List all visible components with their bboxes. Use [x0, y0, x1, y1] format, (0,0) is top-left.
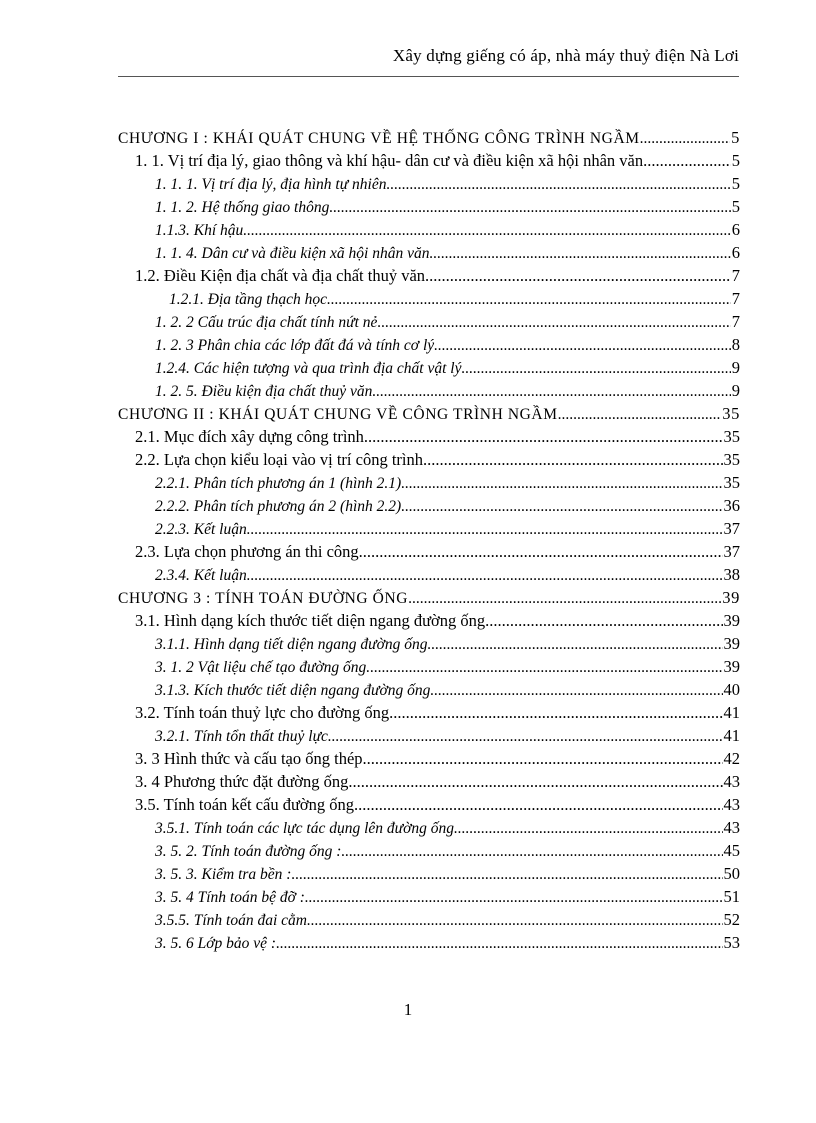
toc-entry-page: 38 — [723, 565, 740, 584]
toc-dot-leader — [489, 609, 722, 632]
toc-entry-label: 1. 1. 1. Vị trí địa lý, địa hình tự nhiên — [155, 176, 387, 193]
toc-subsection-entry[interactable] — [118, 908, 740, 931]
toc-dot-leader — [438, 334, 731, 357]
toc-section-entry[interactable] — [118, 448, 740, 471]
toc-entry-label: CHƯƠNG 3 : TÍNH TOÁN ĐƯỜNG ỐNG — [118, 590, 409, 607]
toc-entry-label: 1.2.4. Các hiện tượng và qua trình địa chất vật lý — [155, 360, 462, 377]
toc-dot-leader — [247, 518, 723, 541]
table-of-contents — [118, 126, 740, 954]
toc-entry-label: 1.2.1. Địa tầng thạch học — [169, 291, 327, 308]
toc-subsection-entry[interactable] — [118, 885, 740, 908]
toc-entry-page: 43 — [723, 772, 740, 791]
toc-entry-label: 2.1. Mục đích xây dựng công trình — [135, 427, 364, 446]
toc-entry-label: 1. 1. 4. Dân cư và điều kiện xã hội nhân văn — [155, 245, 430, 262]
toc-dot-leader — [461, 357, 730, 380]
toc-entry-page: 36 — [723, 496, 740, 515]
toc-entry-label: CHƯƠNG I : KHÁI QUÁT CHUNG VỀ HỆ THỐNG CÔNG TRÌNH NGẦM — [118, 130, 640, 147]
toc-entry-label: 2.2.2. Phân tích phương án 2 (hình 2.2) — [155, 498, 402, 515]
toc-section-entry[interactable] — [118, 701, 740, 724]
toc-entry-page: 39 — [723, 634, 740, 653]
toc-entry-page: 35 — [722, 404, 740, 423]
toc-dot-leader — [401, 472, 722, 495]
toc-entry-label: 3. 4 Phương thức đặt đường ống. — [135, 772, 353, 791]
toc-dot-leader — [408, 587, 721, 610]
toc-dot-leader — [359, 540, 723, 563]
toc-entry-page: 41 — [723, 726, 740, 745]
toc-entry-label: 3.5.5. Tính toán đai cằm. — [155, 912, 311, 929]
toc-entry-label: CHƯƠNG II : KHÁI QUÁT CHUNG VỀ CÔNG TRÌNH NGẦM — [118, 406, 558, 423]
toc-entry-page: 9 — [731, 381, 740, 400]
toc-entry-page: 53 — [723, 933, 740, 952]
toc-entry-label: 2.2. Lựa chọn kiểu loại vào vị trí công trình. — [135, 450, 428, 469]
toc-entry-label: 3.5.1. Tính toán các lực tác dụng lên đường ống — [155, 820, 454, 837]
toc-dot-leader — [429, 242, 730, 265]
toc-dot-leader — [311, 909, 723, 932]
toc-entry-page: 5 — [731, 151, 740, 170]
toc-dot-leader — [276, 932, 722, 955]
toc-entry-label: 3.1.3. Kích thước tiết diện ngang đường ống — [155, 682, 431, 699]
toc-dot-leader — [643, 149, 731, 172]
toc-subsection-entry[interactable] — [118, 632, 740, 655]
toc-subsection-entry[interactable] — [118, 931, 740, 954]
toc-entry-page: 7 — [731, 289, 740, 308]
toc-subsection-entry[interactable] — [118, 494, 740, 517]
toc-dot-leader — [358, 793, 722, 816]
toc-dot-leader — [640, 127, 731, 150]
toc-section-entry[interactable] — [118, 540, 740, 563]
toc-dot-leader — [386, 173, 730, 196]
toc-dot-leader — [427, 448, 722, 471]
toc-dot-leader — [377, 311, 730, 334]
toc-entry-label: 1. 2. 5. Điều kiện địa chất thuỷ văn — [155, 383, 373, 400]
toc-entry-page: 6 — [731, 243, 740, 262]
toc-entry-label: 3.1.1. Hình dạng tiết diện ngang đường ống. — [155, 636, 432, 653]
toc-entry-label: 2.2.3. Kết luận — [155, 521, 247, 538]
toc-entry-label: 3. 5. 2. Tính toán đường ống : — [155, 843, 342, 860]
toc-dot-leader — [328, 725, 723, 748]
toc-subsection-entry[interactable] — [118, 655, 740, 678]
toc-entry-label: 2.2.1. Phân tích phương án 1 (hình 2.1) — [155, 475, 402, 492]
toc-subsection-entry[interactable] — [118, 839, 740, 862]
toc-chapter-entry[interactable] — [118, 402, 740, 425]
toc-dot-leader — [291, 863, 722, 886]
toc-section-entry[interactable] — [118, 149, 740, 172]
toc-entry-page: 7 — [731, 312, 740, 331]
toc-chapter-entry[interactable] — [118, 586, 740, 609]
toc-entry-page: 52 — [723, 910, 740, 929]
toc-section-entry[interactable] — [118, 747, 740, 770]
toc-subsection-entry[interactable] — [118, 471, 740, 494]
toc-entry-page: 6 — [731, 220, 740, 239]
toc-subsection-entry[interactable] — [118, 816, 740, 839]
toc-entry-label: 3. 5. 4 Tính toán bệ đỡ : — [155, 889, 305, 906]
toc-entry-page: 37 — [723, 542, 740, 561]
toc-entry-label: 1. 2. 3 Phân chia các lớp đất đá và tính cơ lý. — [155, 337, 439, 354]
toc-entry-page: 35 — [723, 450, 740, 469]
toc-entry-label: 3. 5. 6 Lớp bảo vệ : — [155, 935, 277, 952]
toc-entry-page: 9 — [731, 358, 740, 377]
toc-entry-page: 5 — [731, 197, 740, 216]
toc-entry-label: 3.2. Tính toán thuỷ lực cho đường ống. — [135, 703, 394, 722]
toc-entry-page: 39 — [723, 657, 740, 676]
toc-entry-page: 7 — [731, 266, 740, 285]
toc-entry-page: 40 — [723, 680, 740, 699]
toc-section-entry[interactable] — [118, 770, 740, 793]
toc-section-entry[interactable] — [118, 793, 740, 816]
toc-dot-leader — [243, 219, 730, 242]
toc-entry-label: 2.3.4. Kết luận — [155, 567, 247, 584]
toc-subsection-entry[interactable] — [118, 172, 740, 195]
toc-chapter-entry[interactable] — [118, 126, 740, 149]
toc-entry-label: 1. 1. 2. Hệ thống giao thông — [155, 199, 330, 216]
toc-entry-page: 50 — [723, 864, 740, 883]
toc-subsection-entry[interactable] — [118, 517, 740, 540]
toc-subsection-entry[interactable] — [118, 678, 740, 701]
toc-dot-leader — [364, 425, 723, 448]
toc-entry-page: 51 — [723, 887, 740, 906]
toc-dot-leader — [558, 403, 722, 426]
toc-dot-leader — [401, 495, 722, 518]
toc-entry-page: 41 — [723, 703, 740, 722]
toc-entry-page: 39 — [722, 588, 740, 607]
toc-entry-page: 37 — [723, 519, 740, 538]
toc-subsection-entry[interactable] — [118, 356, 740, 379]
toc-dot-leader — [370, 656, 722, 679]
toc-dot-leader — [431, 633, 722, 656]
toc-entry-label: 3. 5. 3. Kiểm tra bền : — [155, 866, 292, 883]
toc-entry-page: 8 — [731, 335, 740, 354]
toc-section-entry[interactable] — [118, 609, 740, 632]
toc-entry-page: 35 — [723, 473, 740, 492]
running-header: Xây dựng giếng có áp, nhà máy thuỷ điện Nà Lơi — [392, 46, 739, 65]
toc-entry-page: 35 — [723, 427, 740, 446]
toc-entry-label: 1.2. Điều Kiện địa chất và địa chất thuỷ văn — [135, 266, 426, 285]
toc-entry-page: 39 — [723, 611, 740, 630]
toc-entry-label: 3.2.1. Tính tổn thất thuỷ lực — [155, 728, 328, 745]
toc-entry-label: 2.3. Lựa chọn phương án thi công — [135, 542, 359, 561]
toc-dot-leader — [454, 817, 723, 840]
toc-subsection-entry[interactable] — [118, 310, 740, 333]
toc-entry-label: 3.5. Tính toán kết cấu đường ống. — [135, 795, 359, 814]
header-rule — [118, 76, 739, 77]
toc-entry-label: 3. 1. 2 Vật liệu chế tạo đường ống. — [155, 659, 371, 676]
toc-subsection-entry[interactable] — [118, 218, 740, 241]
toc-entry-page: 5 — [731, 128, 740, 147]
toc-dot-leader — [247, 564, 723, 587]
toc-subsection-entry[interactable] — [118, 724, 740, 747]
toc-subsection-entry[interactable] — [118, 287, 740, 310]
toc-dot-leader — [430, 679, 722, 702]
toc-subsection-entry[interactable] — [118, 195, 740, 218]
toc-dot-leader — [363, 747, 723, 770]
toc-section-entry[interactable] — [118, 425, 740, 448]
toc-entry-label: 3. 3 Hình thức và cấu tạo ống thép — [135, 749, 363, 768]
toc-dot-leader — [327, 288, 731, 311]
toc-entry-page: 43 — [723, 795, 740, 814]
toc-dot-leader — [393, 701, 722, 724]
toc-subsection-entry[interactable] — [118, 379, 740, 402]
toc-entry-label: 3.1. Hình dạng kích thước tiết diện ngang đường ống. — [135, 611, 490, 630]
toc-entry-label: 1.1.3. Khí hậu — [155, 222, 244, 239]
toc-entry-page: 45 — [723, 841, 740, 860]
toc-dot-leader — [305, 886, 723, 909]
toc-entry-page: 5 — [731, 174, 740, 193]
toc-subsection-entry[interactable] — [118, 862, 740, 885]
toc-subsection-entry[interactable] — [118, 563, 740, 586]
toc-entry-label: 1. 2. 2 Cấu trúc địa chất tính nứt nẻ — [155, 314, 378, 331]
toc-entry-page: 43 — [723, 818, 740, 837]
page-number: 1 — [403, 1000, 413, 1019]
toc-dot-leader — [425, 264, 731, 287]
toc-section-entry[interactable] — [118, 264, 740, 287]
toc-entry-label: 1. 1. Vị trí địa lý, giao thông và khí hậu- dân cư và điều kiện xã hội nhân văn — [135, 151, 644, 170]
toc-subsection-entry[interactable] — [118, 333, 740, 356]
toc-dot-leader — [341, 840, 722, 863]
toc-subsection-entry[interactable] — [118, 241, 740, 264]
toc-dot-leader — [353, 770, 723, 793]
toc-dot-leader — [329, 196, 730, 219]
toc-entry-page: 42 — [723, 749, 740, 768]
toc-dot-leader — [372, 380, 730, 403]
